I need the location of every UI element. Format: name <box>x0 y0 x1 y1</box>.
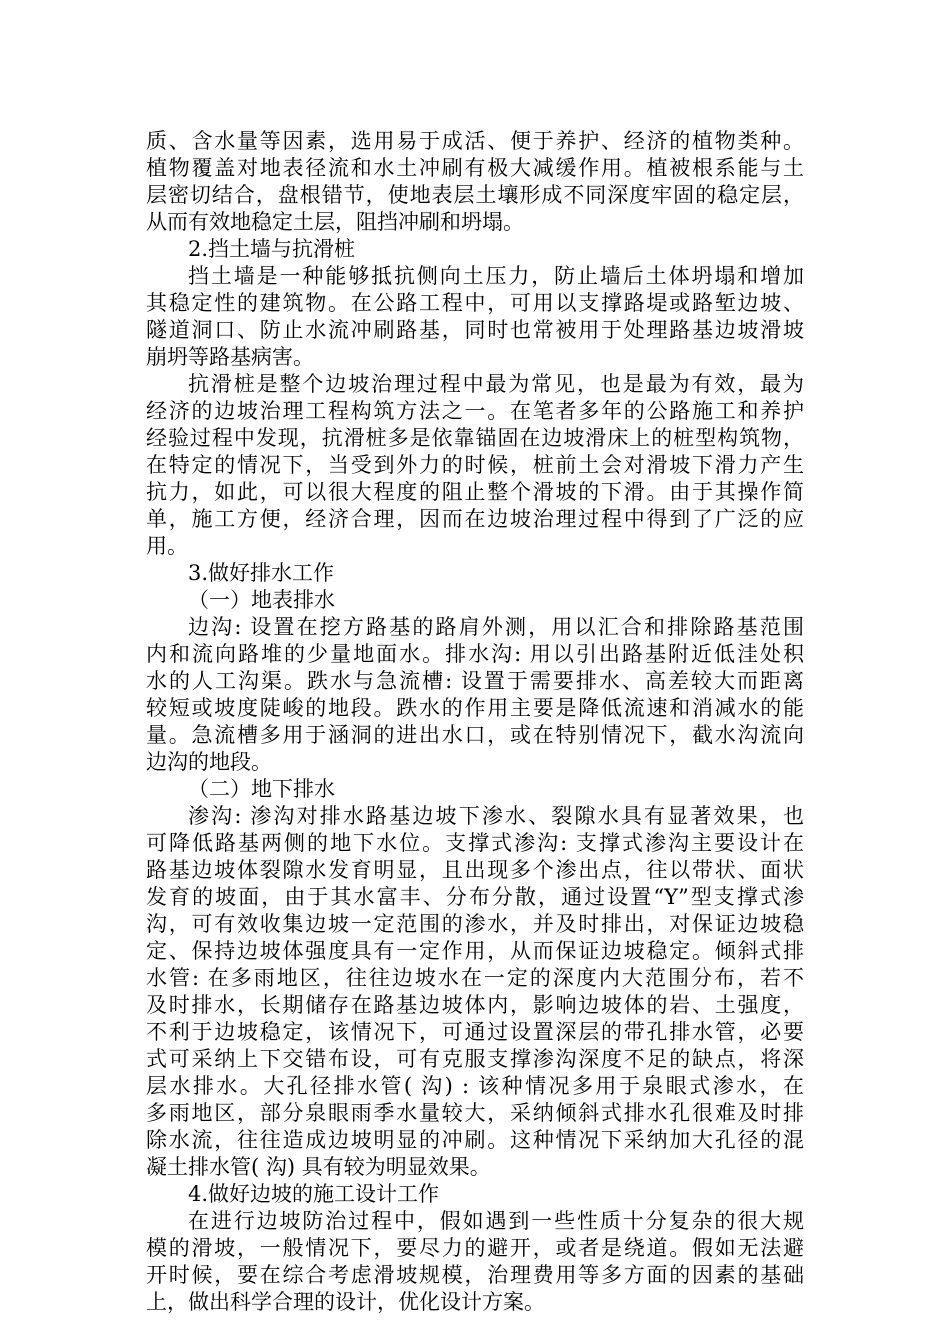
text-line: 在进行边坡防治过程中，假如遇到一些性质十分复杂的很大规 <box>188 1209 804 1233</box>
text-line: 不利于边坡稳定，该情况下，可通过设置深层的带孔排水管，必要 <box>146 1020 804 1044</box>
text-line: 边沟: 设置在挖方路基的路肩外测，用以汇合和排除路基范围 <box>188 615 804 639</box>
section-heading: 4.做好边坡的施工设计工作 <box>188 1182 440 1206</box>
text-line: 式可采纳上下交错布设，可有克服支撑渗沟深度不足的缺点，将深 <box>146 1047 804 1071</box>
text-line: 单，施工方便，经济合理，因而在边坡治理过程中得到了广泛的应 <box>146 507 804 531</box>
text-line: 层水排水。大孔径排水管( 沟) : 该种情况多用于泉眼式渗水，在 <box>146 1074 804 1098</box>
text-line: 其稳定性的建筑物。在公路工程中，可用以支撑路堤或路堑边坡、 <box>146 291 804 315</box>
section-heading: （二）地下排水 <box>188 777 335 801</box>
text-line: 开时候，要在综合考虑滑坡规模，治理费用等多方面的因素的基础 <box>146 1263 804 1287</box>
text-line: 多雨地区，部分泉眼雨季水量较大，采纳倾斜式排水孔很难及时排 <box>146 1101 804 1125</box>
text-line: 植物覆盖对地表径流和水土冲刷有极大减缓作用。植被根系能与土 <box>146 156 804 180</box>
section-heading: 2.挡土墙与抗滑桩 <box>188 237 356 261</box>
text-line: 较短或坡度陡峻的地段。跌水的作用主要是降低流速和消减水的能 <box>146 696 804 720</box>
text-line: 经济的边坡治理工程构筑方法之一。在笔者多年的公路施工和养护 <box>146 399 804 423</box>
text-line: 量。急流槽多用于涵洞的进出水口，或在特别情况下，截水沟流向 <box>146 723 804 747</box>
text-line: 抗滑桩是整个边坡治理过程中最为常见，也是最为有效，最为 <box>188 372 804 396</box>
text-line: 隧道洞口、防止水流冲刷路基，同时也常被用于处理路基边坡滑坡 <box>146 318 804 342</box>
text-line: 质、含水量等因素，选用易于成活、便于养护、经济的植物类种。 <box>146 129 804 153</box>
text-line: 在特定的情况下，当受到外力的时候，桩前土会对滑坡下滑力产生 <box>146 453 804 477</box>
text-line: 水的人工沟渠。跌水与急流槽: 设置于需要排水、高差较大而距离 <box>146 669 804 693</box>
text-line: 经验过程中发现，抗滑桩多是依靠锚固在边坡滑床上的桩型构筑物， <box>146 426 804 450</box>
text-line: 抗力，如此，可以很大程度的阻止整个滑坡的下滑。由于其操作简 <box>146 480 804 504</box>
text-line: 模的滑坡，一般情况下，要尽力的避开，或者是绕道。假如无法避 <box>146 1236 804 1260</box>
text-line: 挡土墙是一种能够抵抗侧向土压力，防止墙后土体坍塌和增加 <box>188 264 804 288</box>
text-line: 从而有效地稳定土层，阻挡冲刷和坍塌。 <box>146 210 524 234</box>
text-line: 用。 <box>146 534 188 558</box>
text-line: 发育的坡面，由于其水富丰、分布分散，通过设置“Y”型支撑式渗 <box>146 885 804 909</box>
text-line: 层密切结合，盘根错节，使地表层土壤形成不同深度牢固的稳定层， <box>146 183 804 207</box>
text-line: 内和流向路堆的少量地面水。排水沟: 用以引出路基附近低洼处积 <box>146 642 804 666</box>
section-heading: （一）地表排水 <box>188 588 335 612</box>
section-heading: 3.做好排水工作 <box>188 561 335 585</box>
text-line: 渗沟: 渗沟对排水路基边坡下渗水、裂隙水具有显著效果，也 <box>188 804 804 828</box>
text-line: 凝土排水管( 沟) 具有较为明显效果。 <box>146 1155 491 1179</box>
text-line: 路基边坡体裂隙水发育明显，且出现多个渗出点，往以带状、面状 <box>146 858 804 882</box>
text-line: 除水流，往往造成边坡明显的冲刷。这种情况下采纳加大孔径的混 <box>146 1128 804 1152</box>
text-line: 可降低路基两侧的地下水位。支撑式渗沟: 支撑式渗沟主要设计在 <box>146 831 804 855</box>
text-line: 边沟的地段。 <box>146 750 272 774</box>
text-line: 定、保持边坡体强度具有一定作用，从而保证边坡稳定。倾斜式排 <box>146 939 804 963</box>
text-line: 沟，可有效收集边坡一定范围的渗水，并及时排出，对保证边坡稳 <box>146 912 804 936</box>
text-line: 上，做出科学合理的设计，优化设计方案。 <box>146 1290 545 1314</box>
text-line: 水管: 在多雨地区，往往边坡水在一定的深度内大范围分布，若不 <box>146 966 804 990</box>
text-line: 及时排水，长期储存在路基边坡体内，影响边坡体的岩、土强度， <box>146 993 804 1017</box>
body-text <box>146 128 804 1316</box>
text-line: 崩坍等路基病害。 <box>146 345 314 369</box>
